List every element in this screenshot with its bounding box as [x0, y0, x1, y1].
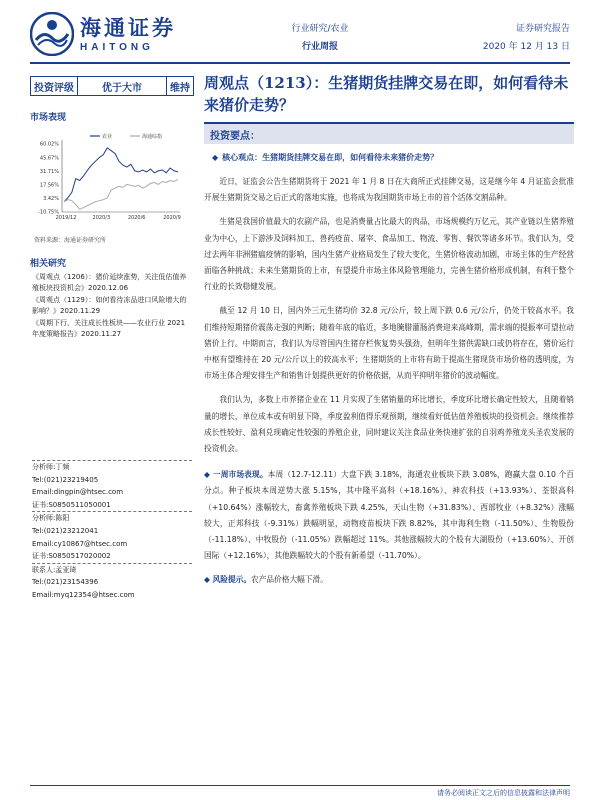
analyst-cert: 证书:S0850517020002 — [32, 552, 111, 561]
diamond-bullet-icon: ◆ — [204, 470, 213, 480]
rating-label: 投资评级 — [34, 82, 74, 94]
weekly-market-text: 本周（12.7-12.11）大盘下跌 3.18%，海通农业板块下跌 3.08%，跑赢大盘 0.10 个百分点。种子板块本周逆势大涨 5.15%，其中隆平高科（+18.16%）、神农科技（+13.93%）、荃银高科（+10.64%）涨幅较大，畜禽养殖板块下跌 4.25%，天山生物（+31.83%）、西部牧业（+8.32%）涨幅较大，正邦科技（-9.31%）跌幅明显，动物疫苗板块下跌 8.82%，其中海利生物（-11.50%）、生物股份（-11.18%）、中牧股份（-11.05%）跌幅超过 11%。其他涨幅较大的个股有大湖股份（+13.60%）、开创国际（+12.16%），其他跌幅较大的个股有新希望（-11.70%）。 — [204, 470, 574, 561]
main-content — [204, 122, 574, 589]
chart-source: 资料来源：海通证券研究所 — [34, 237, 107, 244]
footer-disclaimer: 请务必阅读正文之后的信息披露和法律声明 — [437, 789, 570, 797]
x-tick-label: 2020/6 — [127, 215, 146, 221]
paragraph: 生猪是我国价值最大的农副产品，也是消费量占比最大的肉品，市场规模约万亿元，其产业链以生猪养殖业为中心，上下游涉及饲料加工、兽药疫苗、屠宰、食品加工、物流、零售、餐饮等诸多环节。我们认为，受过去两年非洲猪瘟疫情的影响，国内生猪产业格局发生了较大变化，生猪价格波动加剧，市场主体的生产经营面临各种挑战；未来生猪期货的上市，有望提升市场主体风险管理能力，完善生猪价格形成机制，有利于整个行业的长效稳健发展。 — [204, 217, 574, 292]
haitong-logo-icon — [30, 12, 74, 56]
analyst-email[interactable]: Email:cy10867@htsec.com — [32, 539, 128, 548]
x-tick-label: 2019/12 — [55, 215, 77, 221]
related-research-list — [32, 272, 192, 341]
y-tick-label: 45.67% — [39, 155, 59, 162]
series-line-农业 — [64, 148, 178, 202]
footer-divider — [30, 785, 570, 786]
contact-tel: Tel:(021)23154396 — [32, 578, 99, 587]
analyst-contacts — [32, 460, 192, 602]
x-tick-label: 2020/9 — [163, 215, 181, 221]
diamond-bullet-icon: ◆ — [212, 153, 219, 162]
analyst-tel: Tel:(021)23212041 — [32, 526, 99, 535]
report-category: 行业研究/农业 — [291, 24, 349, 34]
logo-chinese: 海通证券 — [80, 14, 176, 40]
related-item[interactable]: 《周观点（1129）：如何看待冻品进口风险增大的影响？》2020.11.29 — [32, 296, 187, 315]
investment-rating — [30, 76, 194, 96]
market-performance-chart — [30, 130, 192, 230]
paragraph: 近日，证监会公告生猪期货将于 2021 年 1 月 8 日在大商所正式挂牌交易，这是继今年 4 月证监会批准开展生猪期货交易之后正式的落地实施，也将成为我国期货市场上市的首个活体交割品种。 — [204, 177, 574, 203]
rating-value: 优于大市 — [77, 77, 167, 95]
series-line-海通综指 — [64, 180, 178, 210]
core-view-text: 核心观点：生猪期货挂牌交易在即，如何看待未来猪价走势？ — [222, 153, 439, 162]
page-title: 周观点（1213）：生猪期货挂牌交易在即，如何看待未来猪价走势？ — [204, 74, 569, 114]
analyst-cert: 证书:S0850511050001 — [32, 500, 111, 509]
related-item[interactable]: 《周期下行，关注成长性板块——农业行业 2021 年度策略报告》2020.11.27 — [32, 319, 186, 338]
rating-change: 维持 — [170, 82, 190, 94]
legend-label: 农业 — [102, 133, 113, 140]
doc-type: 证券研究报告 — [515, 24, 570, 34]
report-type: 行业周报 — [301, 42, 338, 52]
company-logo — [30, 12, 176, 56]
y-tick-label: 31.71% — [39, 168, 59, 175]
logo-english: HAITONG — [80, 41, 154, 53]
y-tick-label: 60.02% — [39, 141, 59, 148]
related-research-heading: 相关研究 — [30, 259, 67, 269]
risk-text: 农产品价格大幅下滑。 — [251, 575, 328, 585]
y-tick-label: 3.42% — [43, 196, 59, 203]
y-tick-label: -10.75% — [38, 209, 59, 216]
key-points-heading: 投资要点： — [204, 122, 574, 144]
analyst-tel: Tel:(021)23219405 — [32, 475, 99, 484]
market-performance-heading: 市场表现 — [30, 113, 67, 123]
header-center — [260, 20, 380, 56]
weekly-market-paragraph — [204, 467, 574, 564]
analyst-name: 分析师:陈阳 — [32, 511, 192, 525]
weekly-market-label: 一周市场表现。 — [212, 470, 268, 480]
x-tick-label: 2020/3 — [92, 215, 111, 221]
analyst-email[interactable]: Email:dingpin@htsec.com — [32, 488, 124, 497]
risk-label: 风险提示。 — [212, 575, 252, 585]
risk-paragraph — [204, 572, 574, 588]
related-item[interactable]: 《周观点（1206）：猪价延续涨势，关注低估值养殖板块投资机会》2020.12.06 — [32, 273, 187, 292]
header-divider — [30, 62, 570, 64]
legend-label: 海通综指 — [142, 133, 163, 140]
contact-email[interactable]: Email:myq12354@htsec.com — [32, 590, 135, 599]
core-view-heading — [204, 152, 574, 164]
contact-name: 联系人:孟亚琦 — [32, 563, 192, 577]
report-date: 2020 年 12 月 13 日 — [482, 42, 570, 52]
y-tick-label: 17.56% — [39, 182, 59, 189]
header-right — [440, 20, 570, 56]
analyst-name: 分析师:丁频 — [32, 460, 192, 474]
paragraph: 我们认为，多数上市养猪企业在 11 月实现了生猪销量的环比增长，季度环比增长确定性较大，且随着销量的增长，单位成本或有明显下降，季度盈利值得乐观预期，继续看好低估值养殖板块的投资机会。继续推荐成长性较好、盈利兑现确定性较强的养殖企业，同时建议关注食品业务快速扩张的自羽鸡养殖龙头圣农发展的投资机会。 — [204, 395, 574, 454]
paragraph: 截至 12 月 10 日，国内外三元生猪均价 32.8 元/公斤，较上周下跌 0.6 元/公斤，仍处于较高水平。我们维持短期猪价震荡走强的判断；随着年底的临近，多地腌腊灌肠消费迎来高峰期，需求端的提振率可望拉动猪价上行。中期而言，我们认为尽管国内生猪存栏恢复势头强劲，但明年生猪供需缺口或仍将存在，猪价运行中枢有望维持在 20 元/公斤以上的较高水平；生猪期货的上市将有助于提高生猪现货市场价格的透明度，为市场主体合理安排生产和销售计划提供更好的价格依据，从而平抑明年猪价的波动幅度。 — [204, 306, 574, 381]
diamond-bullet-icon: ◆ — [204, 575, 213, 585]
